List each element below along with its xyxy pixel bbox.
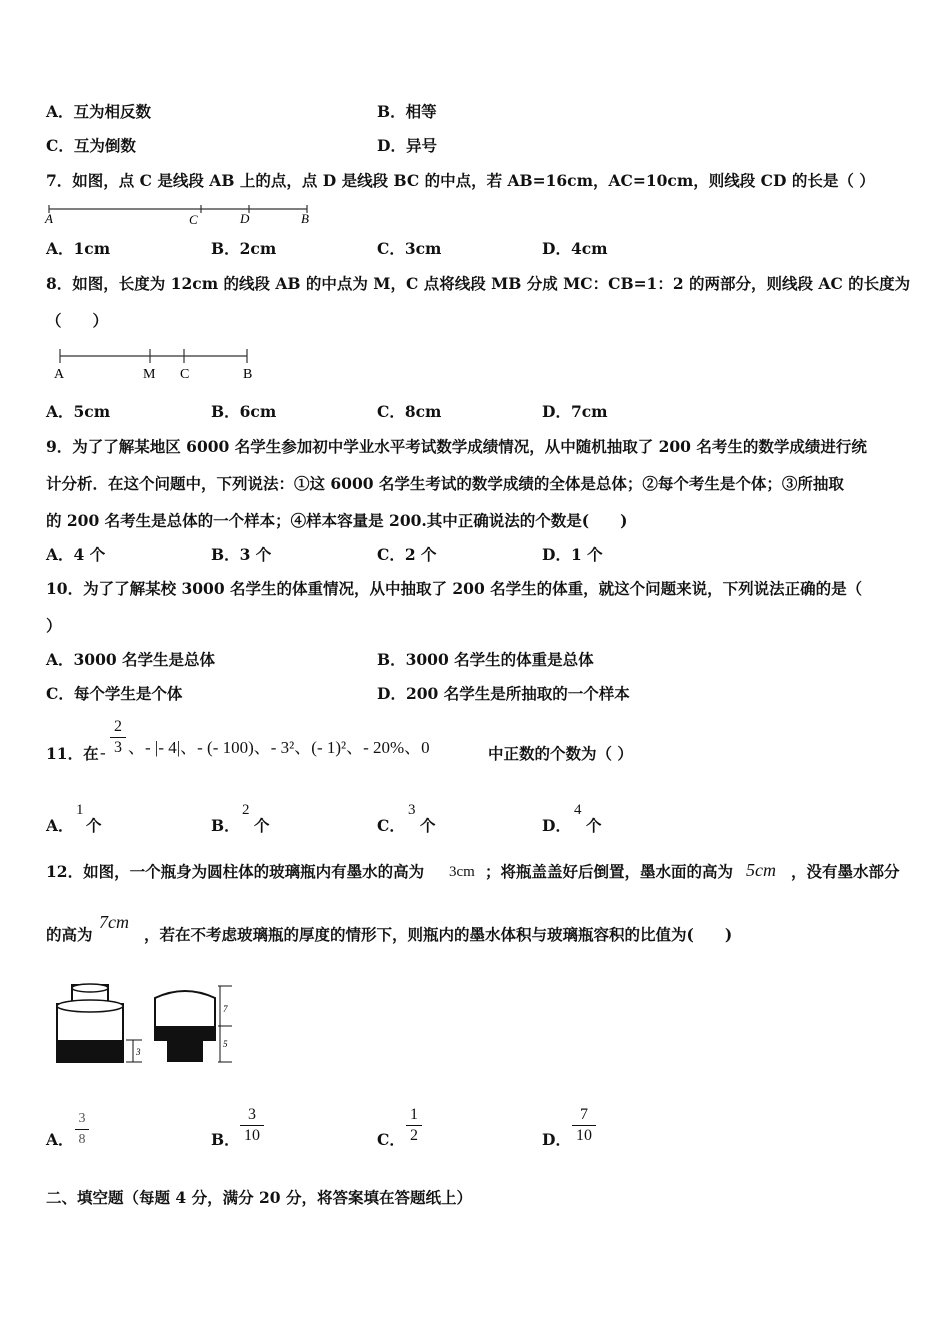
q11-option-d-label: D． — [542, 816, 571, 835]
q9-option-b: B．3 个 — [211, 545, 272, 564]
q12-option-b-den: 10 — [244, 1127, 260, 1144]
q7-line-segment-figure — [44, 200, 324, 228]
q8-label-b: B — [243, 367, 253, 382]
q12-option-b-bar — [240, 1125, 264, 1126]
q12-option-c-fraction — [406, 1106, 422, 1145]
q9-line-1: 9．为了了解某地区 6000 名学生参加初中学业水平考试数学成绩情况，从中随机抽取了 200 名考生的数学成绩进行统 — [46, 437, 867, 456]
q10-option-a: A．3000 名学生是总体 — [46, 650, 216, 669]
q11-option-b-value: 2 — [242, 802, 250, 818]
section-2-title: 二、填空题（每题 4 分，满分 20 分，将答案填在答题纸上） — [46, 1188, 472, 1207]
q7-stem: 7．如图，点 C 是线段 AB 上的点，点 D 是线段 BC 的中点，若 AB=16cm，AC=10cm，则线段 CD 的长是（ ） — [46, 171, 875, 190]
q12-line-2b: ，若在不考虑玻璃瓶的厚度的情形下，则瓶内的墨水体积与玻璃瓶容积的比值为( ) — [144, 925, 733, 944]
q12-option-b-num: 3 — [248, 1106, 256, 1123]
q8-label-a: A — [54, 367, 65, 382]
q12-figure-label-7: 7 — [223, 1004, 228, 1014]
q12-bottle-figure — [52, 982, 242, 1068]
q8-option-b: B．6cm — [211, 402, 277, 421]
q8-label-c: C — [180, 367, 190, 382]
q9-line-3: 的 200 名考生是总体的一个样本；④样本容量是 200.其中正确说法的个数是( ) — [46, 511, 628, 530]
q7-label-a: A — [45, 211, 53, 226]
q6-option-a: A．互为相反数 — [46, 102, 152, 121]
q7-label-d: D — [240, 211, 250, 226]
q9-option-d: D．1 个 — [542, 545, 603, 564]
q11-option-c-unit: 个 — [420, 816, 436, 835]
q11-option-d-value: 4 — [574, 802, 582, 818]
q7-label-b: B — [301, 211, 309, 226]
q11-option-d-unit: 个 — [586, 816, 602, 835]
q9-option-a: A．4 个 — [46, 545, 106, 564]
q12-option-b-label: B． — [211, 1130, 240, 1149]
q12-option-a-num: 3 — [78, 1111, 86, 1126]
q11-fraction-num: 2 — [114, 718, 122, 735]
q11-option-a-label: A． — [46, 816, 74, 835]
q12-option-d-fraction — [572, 1106, 596, 1145]
q10-option-b: B．3000 名学生的体重是总体 — [377, 650, 594, 669]
q12-option-a-den: 8 — [78, 1132, 86, 1147]
q12-option-c-num: 1 — [410, 1106, 418, 1123]
q12-option-d-num: 7 — [580, 1106, 588, 1123]
q8-stem: 8．如图，长度为 12cm 的线段 AB 的中点为 M，C 点将线段 MB 分成 MC：CB=1：2 的两部分，则线段 AC 的长度为 — [46, 274, 911, 293]
q11-fraction-den: 3 — [114, 739, 122, 756]
q10-option-c: C．每个学生是个体 — [46, 684, 183, 703]
q8-option-a: A．5cm — [46, 402, 111, 421]
q8-paren: （ ） — [46, 311, 109, 330]
q11-option-a-unit: 个 — [86, 816, 102, 835]
q12-option-d-bar — [572, 1125, 596, 1126]
q12-line-1b: ；将瓶盖盖好后倒置，墨水面的高为 — [485, 862, 734, 881]
q11-option-b-label: B． — [211, 816, 240, 835]
q6-option-b: B．相等 — [377, 102, 437, 121]
q8-line-segment-figure — [48, 346, 268, 382]
q8-label-m: M — [143, 367, 156, 382]
q11-option-c-value: 3 — [408, 802, 416, 818]
q11-suffix: 中正数的个数为（ ） — [488, 744, 633, 763]
q9-line-2: 计分析．在这个问题中，下列说法：①这 6000 名学生考试的数学成绩的全体是总体；②每个考生是个体；③所抽取 — [46, 474, 844, 493]
q12-option-a-fraction — [75, 1110, 89, 1149]
q7-option-a: A．1cm — [46, 239, 111, 258]
q12-line-2a: 的高为 — [46, 925, 93, 944]
q10-option-d: D．200 名学生是所抽取的一个样本 — [377, 684, 630, 703]
q11-numbers: 、- |- 4|、- (- 100)、- 3²、(- 1)²、- 20%、0 — [128, 738, 430, 757]
q12-option-c-den: 2 — [410, 1127, 418, 1144]
q11-prefix: 11．在 — [46, 744, 99, 763]
q11-minus-sign: - — [100, 743, 106, 762]
q12-option-d-label: D． — [542, 1130, 571, 1149]
q12-option-c-bar — [406, 1125, 422, 1126]
q11-option-a-value: 1 — [76, 802, 84, 818]
q8-option-d: D．7cm — [542, 402, 608, 421]
q7-option-b: B．2cm — [211, 239, 277, 258]
q11-fraction — [110, 718, 126, 757]
q12-option-d-den: 10 — [576, 1127, 592, 1144]
q12-height-inverted-ink: 5cm — [746, 860, 776, 880]
q11-option-c-label: C． — [377, 816, 405, 835]
q12-height-empty: 7cm — [99, 912, 129, 932]
q12-height-ink: 3cm — [449, 864, 475, 880]
q12-figure-label-3: 3 — [136, 1047, 141, 1057]
q9-option-c: C．2 个 — [377, 545, 437, 564]
q7-option-c: C．3cm — [377, 239, 442, 258]
q12-line-1c: ，没有墨水部分 — [791, 862, 900, 881]
q7-label-c: C — [189, 212, 198, 227]
q10-line-2: ） — [46, 616, 62, 635]
q12-option-a-label: A． — [46, 1130, 74, 1149]
q7-option-d: D．4cm — [542, 239, 608, 258]
q11-option-b-unit: 个 — [254, 816, 270, 835]
q10-line-1: 10．为了了解某校 3000 名学生的体重情况，从中抽取了 200 名学生的体重，就这个问题来说，下列说法正确的是（ — [46, 579, 863, 598]
q6-option-d: D．异号 — [377, 136, 437, 155]
q12-option-c-label: C． — [377, 1130, 405, 1149]
q12-line-1a: 12．如图，一个瓶身为圆柱体的玻璃瓶内有墨水的高为 — [46, 862, 425, 881]
q11-fraction-bar — [110, 737, 126, 738]
q8-option-c: C．8cm — [377, 402, 442, 421]
q12-figure-label-5: 5 — [223, 1039, 228, 1049]
q6-option-c: C．互为倒数 — [46, 136, 136, 155]
q12-option-a-bar — [75, 1129, 89, 1130]
q12-option-b-fraction — [240, 1106, 264, 1145]
